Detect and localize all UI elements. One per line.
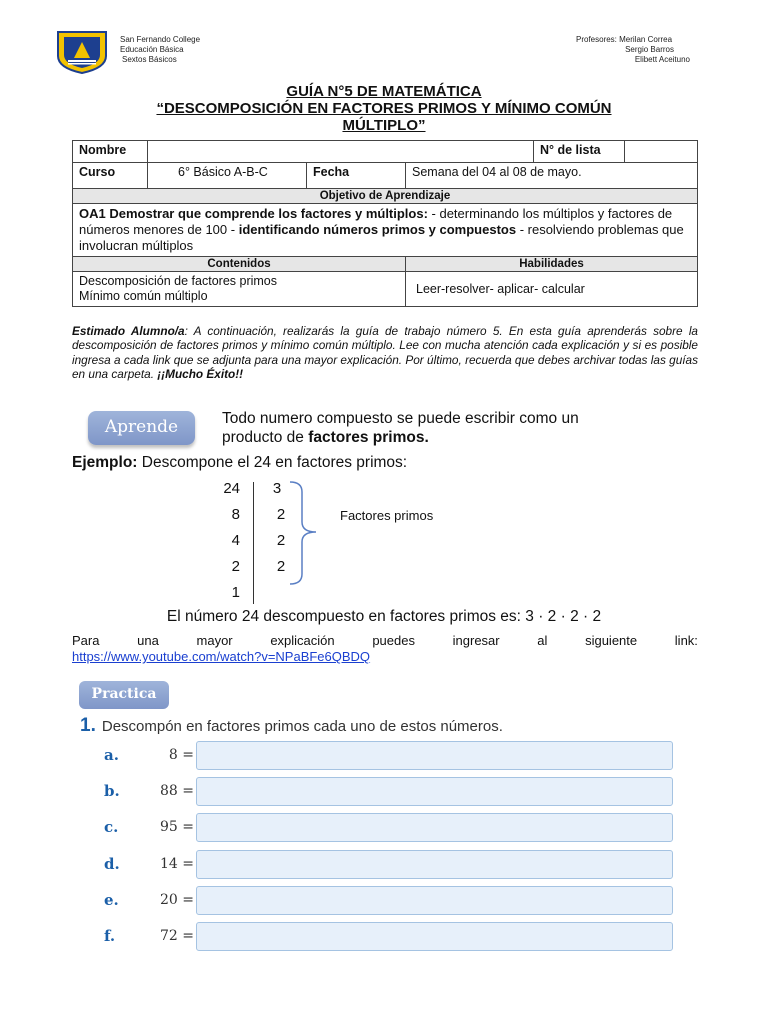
- exercise-expression: 14 =: [160, 856, 194, 872]
- exercise-row: [104, 741, 679, 771]
- dividend: 1: [231, 584, 240, 601]
- brace-icon: [288, 480, 322, 586]
- exercise-expression: 72 =: [160, 928, 194, 944]
- intro-paragraph: [72, 324, 698, 381]
- school-level: Educación Básica: [120, 45, 184, 54]
- link-word: mayor: [196, 633, 233, 648]
- dividend: 2: [231, 558, 240, 575]
- prime-factor: 2: [276, 506, 286, 523]
- answer-box[interactable]: [196, 886, 673, 915]
- curso-label: Curso: [73, 163, 148, 189]
- objetivo-header: Objetivo de Aprendizaje: [73, 189, 698, 204]
- dividend: 8: [231, 506, 240, 523]
- exercise-letter: a.: [104, 746, 119, 764]
- oa-bold-2: identificando números primos y compuestos: [238, 222, 517, 237]
- oa-text-1: - determinando los múltiplos y factores de números menores de 100 -: [79, 206, 673, 237]
- dividend: 24: [223, 480, 240, 497]
- exercise-letter: d.: [104, 855, 120, 873]
- curso-value: 6° Básico A-B-C: [148, 163, 307, 189]
- habilidades-value: Leer-resolver- aplicar- calcular: [406, 272, 698, 307]
- dividend: 4: [231, 532, 240, 549]
- school-logo: [54, 30, 110, 74]
- oa-text-2: - resolviendo problemas que involucran múltiplos: [79, 222, 684, 253]
- habilidades-header: Habilidades: [406, 257, 698, 272]
- factors-label: Factores primos: [340, 508, 434, 523]
- prime-factor: 2: [276, 558, 286, 575]
- youtube-link[interactable]: https://www.youtube.com/watch?v=NPaBFe6QBDQ: [72, 649, 371, 664]
- aprende-badge: Aprende: [88, 411, 195, 445]
- link-word: al: [537, 633, 548, 648]
- aprende-text: [222, 409, 579, 447]
- title-line-3: MÚLTIPLO”: [342, 117, 426, 134]
- aprende-line-2a: producto de: [222, 429, 309, 446]
- teachers-info: [576, 35, 690, 65]
- exercise-row: [104, 813, 679, 843]
- practica-badge: Practica: [79, 681, 169, 709]
- exercise-expression: 8 =: [168, 747, 194, 763]
- exercise-expression: 88 =: [160, 783, 194, 799]
- question-number: 1.: [80, 715, 96, 736]
- link-word: link:: [674, 633, 698, 648]
- student-info-table: [72, 140, 698, 307]
- exercise-expression: 95 =: [160, 819, 194, 835]
- exercise-letter: b.: [104, 782, 120, 800]
- link-word: Para: [72, 633, 100, 648]
- intro-body: : A continuación, realizarás la guía de trabajo número 5. En esta guía aprenderás sobre la descomposición de factores primos y mínimo común múltiplo. Lee con mucha atención cada explicación y si es posible ingresa a cada link que se adjunta para una mayor explicación. Por último, recuerda que debes archivar todas las guías en una carpeta.: [72, 324, 698, 381]
- exercise-row: [104, 777, 679, 807]
- contenido-item: Mínimo común múltiplo: [79, 289, 208, 303]
- teacher-3: Elibett Aceituno: [634, 55, 690, 64]
- fecha-label: Fecha: [307, 163, 406, 189]
- school-name: San Fernando College: [120, 35, 201, 44]
- answer-box[interactable]: [196, 922, 673, 951]
- exercise-row: [104, 922, 679, 952]
- exercise-row: [104, 850, 679, 880]
- teacher-2: Sergio Barros: [625, 45, 674, 54]
- exercise-letter: c.: [104, 818, 119, 836]
- question-text: Descompón en factores primos cada uno de estos números.: [101, 718, 503, 735]
- contenidos-list: [73, 272, 406, 307]
- answer-box[interactable]: [196, 850, 673, 879]
- exercise-letter: f.: [104, 927, 116, 945]
- answer-box[interactable]: [196, 741, 673, 770]
- link-word: ingresar: [452, 633, 500, 648]
- result-text: El número 24 descompuesto en factores primos es: 3 · 2 · 2 · 2: [166, 608, 602, 625]
- prime-factor: 2: [276, 532, 286, 549]
- prime-factor: 3: [272, 480, 282, 497]
- title-line-1: GUÍA N°5 DE MATEMÁTICA: [286, 83, 482, 100]
- intro-lead: Estimado Alumno/a: [72, 324, 185, 338]
- title-line-2: “DESCOMPOSICIÓN EN FACTORES PRIMOS Y MÍNIMO COMÚN: [156, 100, 612, 117]
- exercise-expression: 20 =: [160, 892, 194, 908]
- contenidos-header: Contenidos: [73, 257, 406, 272]
- link-word: siguiente: [585, 633, 638, 648]
- aprende-line-2b: factores primos.: [308, 429, 429, 446]
- teacher-1: Merilan Correa: [619, 35, 673, 44]
- division-line: [253, 482, 254, 604]
- answer-box[interactable]: [196, 813, 673, 842]
- fecha-value: Semana del 04 al 08 de mayo.: [406, 163, 698, 189]
- link-word: puedes: [372, 633, 415, 648]
- ejemplo-label: Ejemplo:: [72, 454, 138, 471]
- ejemplo-text: Descompone el 24 en factores primos:: [137, 454, 408, 471]
- school-info: [120, 35, 200, 65]
- nombre-label: Nombre: [73, 141, 148, 163]
- link-word: una: [137, 633, 159, 648]
- school-grade: Sextos Básicos: [122, 55, 177, 64]
- teachers-label: Profesores:: [576, 35, 617, 44]
- lista-label: N° de lista: [534, 141, 625, 163]
- exercise-letter: e.: [104, 891, 119, 909]
- objetivo-text: [73, 204, 698, 257]
- page-title: [0, 83, 768, 134]
- nombre-field[interactable]: [148, 141, 534, 163]
- oa-bold-1: OA1 Demostrar que comprende los factores y múltiplos:: [79, 206, 428, 221]
- answer-box[interactable]: [196, 777, 673, 806]
- ejemplo-heading: [72, 454, 407, 472]
- aprende-line-1: Todo numero compuesto se puede escribir como un: [222, 410, 579, 427]
- lista-field[interactable]: [625, 141, 698, 163]
- link-word: explicación: [270, 633, 335, 648]
- exercise-row: [104, 886, 679, 916]
- contenido-item: Descomposición de factores primos: [79, 274, 277, 288]
- question-1: [80, 715, 503, 737]
- intro-closing: ¡¡Mucho Éxito!!: [157, 366, 244, 381]
- link-intro: [72, 633, 698, 649]
- link-paragraph: [72, 633, 698, 665]
